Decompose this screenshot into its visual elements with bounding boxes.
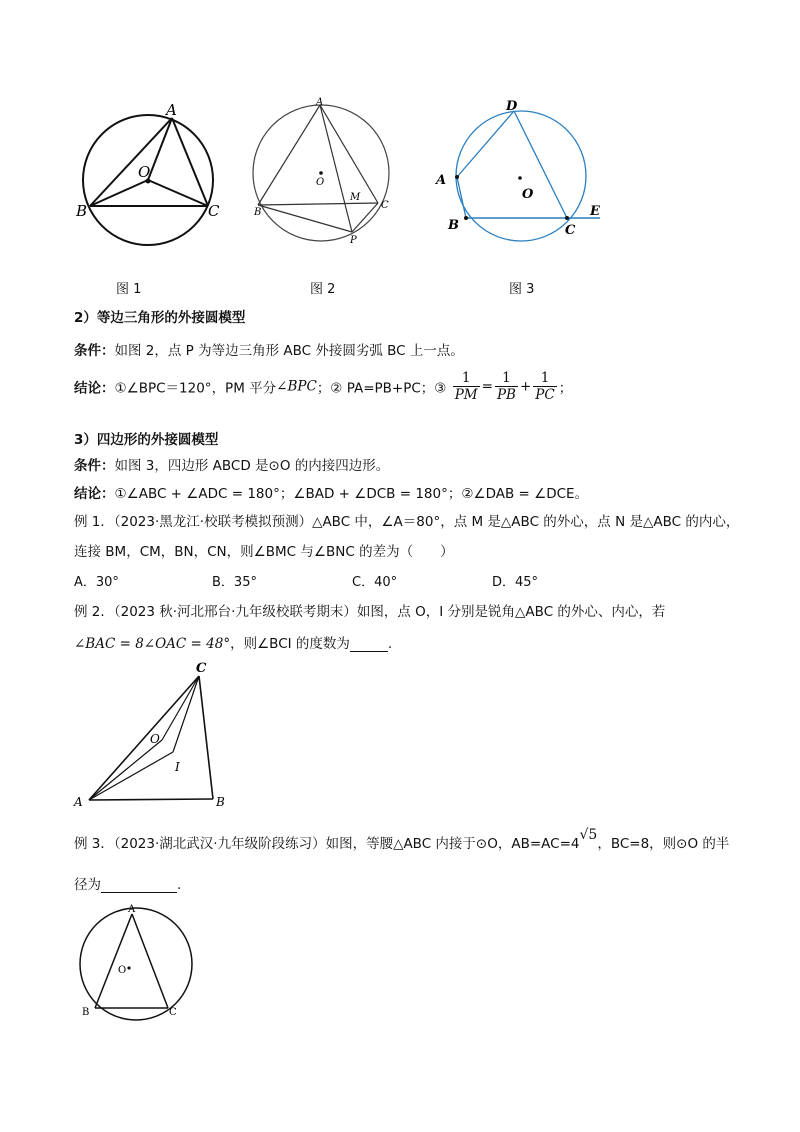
- label-O: O: [138, 163, 151, 181]
- label-A: A: [128, 904, 136, 915]
- label-B: B: [254, 207, 262, 218]
- option-a: A．30°: [74, 575, 119, 590]
- label-I: I: [175, 760, 180, 774]
- label-A: A: [436, 173, 447, 188]
- example-2-line-2: [74, 632, 392, 652]
- figure-3: [430, 98, 610, 248]
- conclusion-1c: ∠BPC: [276, 378, 317, 395]
- label-A: A: [74, 795, 83, 809]
- label-B: B: [82, 1007, 90, 1018]
- conclusion-1b: ，PM 平分: [211, 380, 277, 397]
- label-A: A: [166, 101, 177, 119]
- fraction-1-pm: $\frac{1}{PM}$: [454, 370, 478, 403]
- label-A: A: [316, 97, 324, 108]
- fraction-1-pb: $\frac{1}{PB}$: [496, 370, 516, 403]
- example-3-text-c: 径为: [74, 877, 101, 893]
- answer-blank: [101, 878, 177, 893]
- example-3-text-a: 例 3．（2023·湖北武汉·九年级阶段练习）如图，等腰△ABC 内接于⊙O，AB=AC=4: [74, 836, 580, 852]
- label-O: O: [316, 177, 325, 188]
- label-M: M: [350, 192, 361, 203]
- conclusion-end: 。: [574, 486, 589, 502]
- label-D: D: [506, 99, 518, 114]
- question-text: ，则∠BCI 的度数为: [230, 636, 350, 652]
- label-C: C: [169, 1007, 177, 1018]
- conclusion-label: 结论：: [74, 486, 115, 502]
- section-2-conclusion: [74, 370, 572, 403]
- label-C: C: [196, 661, 207, 676]
- conclusion-1: ①∠BPC＝120°: [114, 380, 212, 397]
- label-C: C: [381, 200, 389, 211]
- option-d: D．45°: [492, 575, 539, 590]
- example-2-line-1: 例 2．（2023 秋·河北邢台·九年级校联考期末）如图，点 O，I 分别是锐角△ABC 的外心、内心，若: [74, 604, 666, 620]
- example-3-line-2: [74, 873, 181, 893]
- section-2-condition: [74, 339, 464, 359]
- label-O: O: [150, 732, 160, 746]
- figure-2: [250, 95, 400, 255]
- section-3-conclusion: [74, 482, 588, 502]
- conclusion-label: 结论：: [74, 380, 115, 397]
- figure-2-caption: 图 2: [310, 282, 336, 297]
- label-E: E: [590, 204, 600, 219]
- section-3-heading: 3）四边形的外接圆模型: [74, 432, 219, 448]
- condition-label: 条件：: [74, 343, 115, 359]
- figure-3-caption: 图 3: [509, 282, 535, 297]
- option-b: B．35°: [212, 575, 257, 590]
- label-P: P: [350, 235, 357, 246]
- label-C: C: [208, 202, 220, 220]
- condition-text: 如图 3，四边形 ABCD 是⊙O 的内接四边形。: [114, 458, 390, 474]
- fraction-1-pc: $\frac{1}{PC}$: [535, 370, 555, 403]
- figure-1-caption: 图 1: [116, 282, 142, 297]
- label-O: O: [522, 187, 534, 202]
- label-O: O: [118, 965, 127, 976]
- condition-label: 条件：: [74, 458, 115, 474]
- angle-equation: ∠BAC = 8∠OAC = 48°: [74, 636, 231, 652]
- conclusion-end: ；: [558, 380, 573, 397]
- equals-sign: =: [481, 378, 493, 395]
- label-C: C: [565, 223, 576, 238]
- figure-4: [72, 660, 242, 810]
- conclusion-1b: ；∠BAD + ∠DCB = 180°: [279, 486, 448, 502]
- figure-5: [72, 902, 212, 1027]
- example-3-text-b: ，BC=8，则⊙O 的半: [597, 836, 730, 852]
- plus-sign: +: [519, 378, 532, 395]
- period: .: [387, 636, 393, 652]
- example-1-line-2: 连接 BM，CM，BN，CN，则∠BMC 与∠BNC 的差为（ ）: [74, 544, 454, 560]
- figure-1: [76, 100, 226, 260]
- option-c: C．40°: [352, 575, 398, 590]
- example-3-line-1: [74, 827, 730, 852]
- period: .: [177, 877, 182, 893]
- label-B: B: [216, 795, 225, 809]
- section-3-condition: [74, 454, 389, 474]
- condition-text: 如图 2，点 P 为等边三角形 ABC 外接圆劣弧 BC 上一点。: [114, 343, 464, 359]
- label-B: B: [76, 202, 88, 220]
- label-B: B: [448, 218, 459, 233]
- section-2-heading: 2）等边三角形的外接圆模型: [74, 310, 246, 326]
- answer-blank: [350, 637, 388, 652]
- example-1-line-1: 例 1．（2023·黑龙江·校联考模拟预测）△ABC 中，∠A＝80°，点 M 是△ABC 的外心，点 N 是△ABC 的内心，: [74, 514, 740, 530]
- conclusion-2: ；②∠DAB = ∠DCE: [447, 486, 575, 502]
- sqrt-5: √5: [579, 827, 598, 843]
- conclusion-1: ①∠ABC + ∠ADC = 180°: [114, 486, 280, 502]
- conclusion-2: ；② PA=PB+PC；③: [316, 380, 447, 397]
